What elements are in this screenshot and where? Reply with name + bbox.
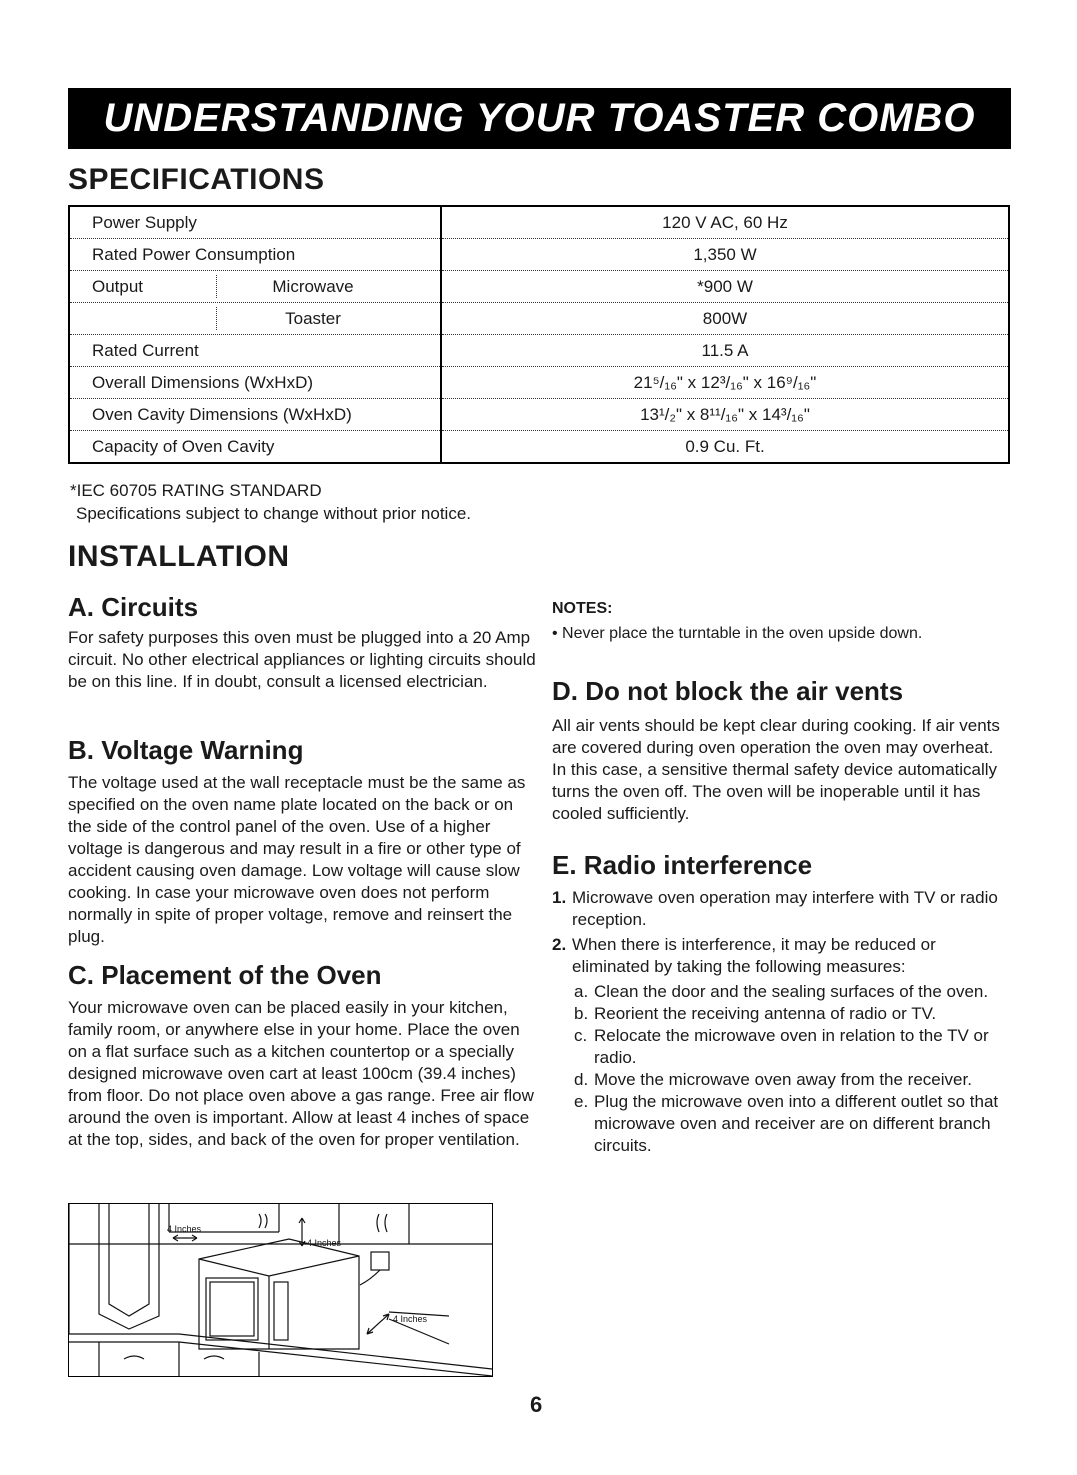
back-clearance-label: 4 Inches — [393, 1314, 428, 1324]
installation-heading: INSTALLATION — [68, 540, 290, 573]
page-banner-title: UNDERSTANDING YOUR TOASTER COMBO — [68, 88, 1011, 149]
cell-divider — [216, 275, 217, 298]
section-body: The voltage used at the wall receptacle must be the same as specified on the oven name plate located on the back or on the side of the control panel of the oven. Use of a higher voltage is dangerous and may result in a fire or other type of accident causing oven damage. Low voltage will cause slow cooking. In case your microwave oven does not perform normally in spite of proper voltage, remove and reinsert the plug. — [68, 773, 526, 946]
left-clearance-label: 4 Inches — [167, 1224, 202, 1234]
spec-value: 21⁵/₁₆" x 12³/₁₆" x 16⁹/₁₆" — [441, 367, 1009, 399]
list-text: Reorient the receiving antenna of radio or TV. — [594, 1004, 937, 1023]
list-text: Plug the microwave oven into a different outlet so that microwave oven and receiver are on different branch circuits. — [594, 1092, 999, 1155]
list-text: Microwave oven operation may interfere with TV or radio reception. — [572, 888, 998, 929]
spec-value: 11.5 A — [441, 335, 1009, 367]
section-title: A. Circuits — [68, 592, 199, 622]
list-item — [552, 1025, 1012, 1069]
table-row — [69, 367, 1009, 399]
section-title: E. Radio interference — [552, 850, 813, 880]
list-number: 2. — [552, 935, 567, 954]
list-text: Relocate the microwave oven in relation to the TV or radio. — [594, 1026, 989, 1067]
voltage-section — [68, 734, 538, 948]
spec-label: Rated Power Consumption — [69, 239, 441, 271]
section-body: For safety purposes this oven must be plugged into a 20 Amp circuit. No other electrical appliances or lighting circuits should be on this line. If in doubt, consult a licensed electrician. — [68, 628, 536, 691]
spec-value: 800W — [441, 303, 1009, 335]
spec-label: Rated Current — [69, 335, 441, 367]
section-body: All air vents should be kept clear during cooking. If air vents are covered during oven operation the oven may overheat. In this case, a sensitive thermal safety device automatically turns the oven off. The oven will be inoperable until it has cooled sufficiently. — [552, 716, 1000, 823]
list-item — [552, 1003, 1012, 1025]
spec-label: Oven Cavity Dimensions (WxHxD) — [69, 399, 441, 431]
spec-label: Capacity of Oven Cavity — [69, 431, 441, 464]
spec-label-group — [69, 303, 441, 335]
spec-value: 120 V AC, 60 Hz — [441, 206, 1009, 239]
radio-section — [552, 849, 1012, 1157]
table-row — [69, 431, 1009, 464]
table-row — [69, 335, 1009, 367]
page-number: 6 — [530, 1392, 543, 1417]
kitchen-illustration — [69, 1204, 492, 1376]
section-title: D. Do not block the air vents — [552, 676, 904, 706]
table-row — [69, 239, 1009, 271]
top-clearance-label: 4 Inches — [307, 1238, 342, 1248]
section-title: C. Placement of the Oven — [68, 960, 382, 990]
rating-footnote: *IEC 60705 RATING STANDARD — [70, 481, 322, 500]
section-title: B. Voltage Warning — [68, 735, 304, 765]
list-letter: c. — [574, 1026, 588, 1045]
list-letter: a. — [574, 982, 589, 1001]
spec-label: Overall Dimensions (WxHxD) — [69, 367, 441, 399]
spec-sublabel: Toaster — [285, 308, 341, 328]
oven-placement-illustration — [68, 1203, 493, 1377]
cell-divider — [216, 307, 217, 330]
spec-label: Output — [92, 276, 144, 296]
spec-sublabel: Microwave — [272, 276, 354, 296]
notes-heading: NOTES: — [552, 600, 613, 617]
placement-section — [68, 959, 538, 1151]
spec-label-group — [69, 271, 441, 303]
list-text: Move the microwave oven away from the receiver. — [594, 1070, 972, 1089]
list-letter: b. — [574, 1004, 589, 1023]
list-text: Clean the door and the sealing surfaces of the oven. — [594, 982, 989, 1001]
specifications-heading: SPECIFICATIONS — [68, 163, 325, 196]
table-row — [69, 399, 1009, 431]
list-item — [552, 1069, 1012, 1091]
section-body: Your microwave oven can be placed easily in your kitchen, family room, or anywhere else in your home. Place the oven on a flat surface such as a kitchen countertop or a specially designed microwave oven cart at least 100cm (39.4 inches) from floor. Do not place oven above a gas range. Free air flow around the oven is important. Allow at least 4 inches of space at the top, sides, and back of the oven for proper ventilation. — [68, 998, 534, 1149]
specifications-table — [68, 205, 1010, 464]
table-row — [69, 271, 1009, 303]
list-text: When there is interference, it may be reduced or eliminated by taking the following measures: — [572, 935, 936, 976]
change-notice: Specifications subject to change without prior notice. — [76, 504, 472, 523]
vents-section — [552, 675, 1012, 825]
spec-value: 13¹/₂" x 8¹¹/₁₆" x 14³/₁₆" — [441, 399, 1009, 431]
list-item — [552, 887, 1012, 931]
spec-value: 1,350 W — [441, 239, 1009, 271]
circuits-section — [68, 591, 538, 693]
table-row — [69, 206, 1009, 239]
list-letter: d. — [574, 1070, 589, 1089]
notes-item: • Never place the turntable in the oven upside down. — [552, 625, 923, 642]
spec-label: Power Supply — [69, 206, 441, 239]
list-item — [552, 981, 1012, 1003]
list-item — [552, 1091, 1012, 1157]
list-item — [552, 934, 1012, 978]
table-row — [69, 303, 1009, 335]
list-letter: e. — [574, 1092, 589, 1111]
spec-value: *900 W — [441, 271, 1009, 303]
list-number: 1. — [552, 888, 567, 907]
notes-section — [552, 598, 1012, 645]
spec-value: 0.9 Cu. Ft. — [685, 436, 765, 456]
